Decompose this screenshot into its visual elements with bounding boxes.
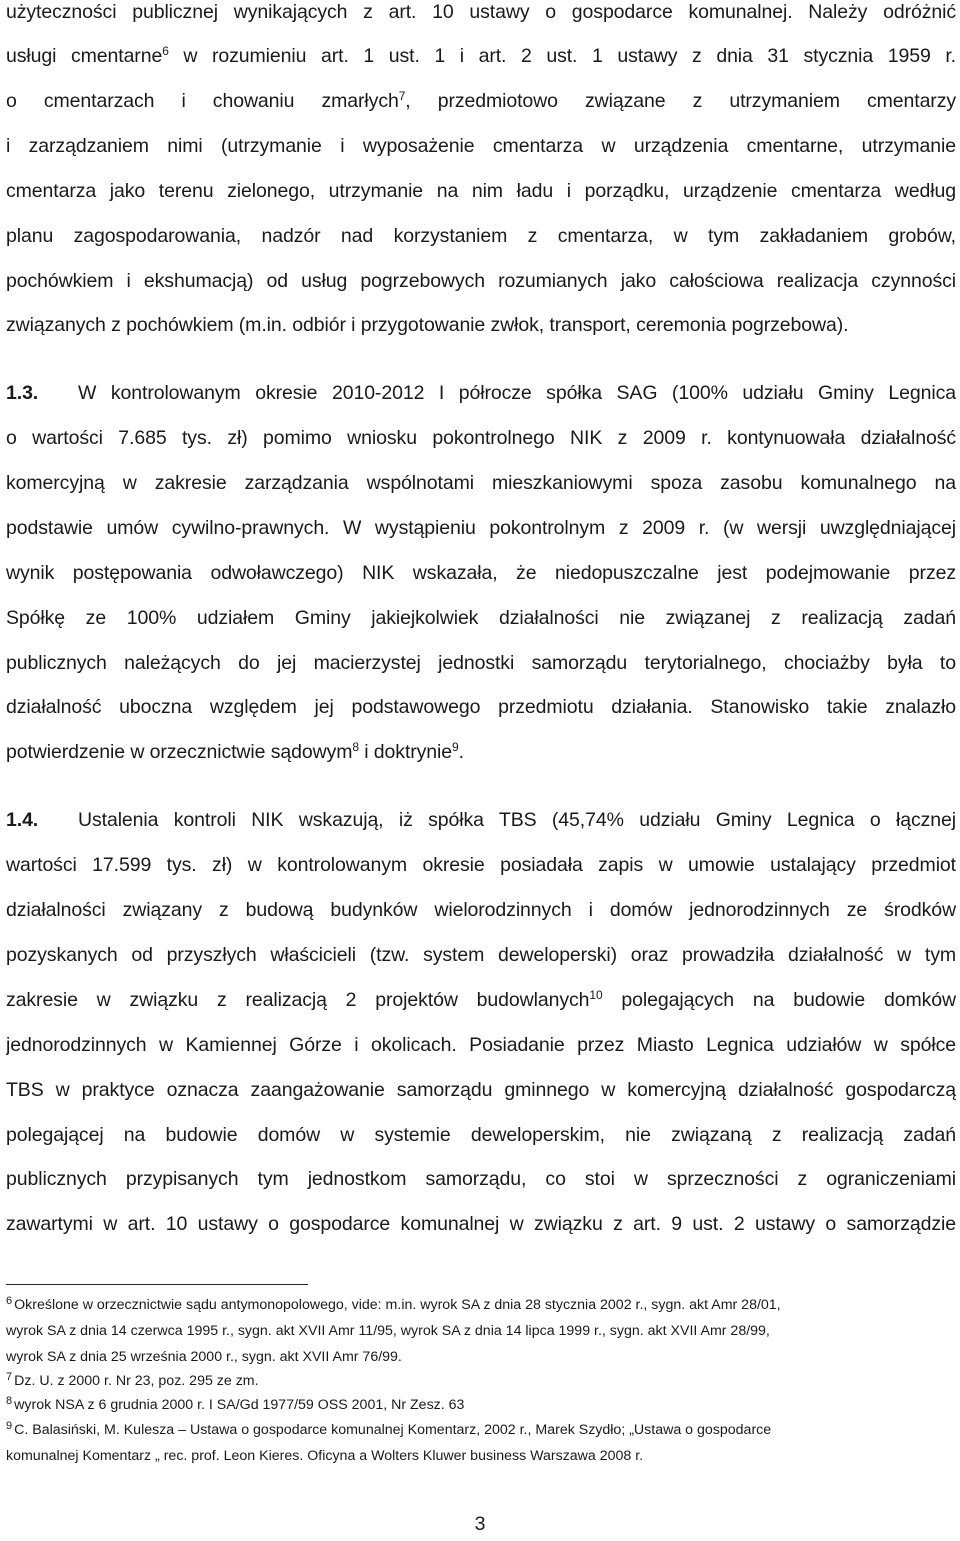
paragraph-line: cmentarza jako terenu zielonego, utrzymanie na nim ładu i porządku, urządzenie cmentarza według [6,180,956,202]
paragraph-line: potwierdzenie w orzecznictwie sądowym$^8$ i doktrynie$^9$. [6,740,464,763]
footnote-ref[interactable]: 10 [589,988,603,1002]
paragraph-line: jednorodzinnych w Kamiennej Górze i okolicach. Posiadanie przez Miasto Legnica udziałów w spółce [6,1034,956,1056]
footnote: $^8$ wyrok NSA z 6 grudnia 2000 r. I SA/Gd 1977/59 OSS 2001, Nr Zesz. 63 [6,1395,465,1413]
paragraph-line: Ustalenia kontroli NIK wskazują, iż spółka TBS (45,74% udziału Gminy Legnica o łącznej [78,809,956,831]
paragraph-line: komercyjną w zakresie zarządzania wspólnotami mieszkaniowymi spoza zasobu komunalnego na [6,472,956,494]
paragraph-line: zawartymi w art. 10 ustawy o gospodarce komunalnej w związku z art. 9 ust. 2 ustawy o samorządzie [6,1213,956,1235]
paragraph-line: usługi cmentarne$^6$ w rozumieniu art. 1 ust. 1 i art. 2 ust. 1 ustawy z dnia 31 stycznia 1959 r. [6,44,956,67]
paragraph-line: wynik postępowania odwoławczego) NIK wskazała, że niedopuszczalne jest podejmowanie przez [6,562,956,584]
paragraph-line: polegającej na budowie domów w systemie deweloperskim, nie związaną z realizacją zadań [6,1124,956,1146]
paragraph-line: użyteczności publicznej wynikających z art. 10 ustawy o gospodarce komunalnej. Należy odróżnić [6,1,956,23]
section-number: 1.3. [6,382,39,404]
paragraph-line: związanych z pochówkiem (m.in. odbiór i przygotowanie zwłok, transport, ceremonia pogrzebowa). [6,314,849,336]
footnote-line: wyrok SA z dnia 25 września 2000 r., sygn. akt XVII Amr 76/99. [6,1349,402,1365]
footnote-ref[interactable]: 6 [162,44,169,58]
footnote: $^9$ C. Balasiński, M. Kulesza – Ustawa o gospodarce komunalnej Komentarz, 2002 r., Marek Szydło; „Ustawa o gospodarce [6,1420,772,1438]
paragraph-line: pochówkiem i ekshumacją) od usług pogrzebowych rozumianych jako całościowa realizacja czynności [6,270,956,292]
paragraph-line: wartości 17.599 tys. zł) w kontrolowanym okresie posiadała zapis w umowie ustalający przedmiot [6,854,956,876]
footnote: $^6$ Określone w orzecznictwie sądu antymonopolowego, vide: m.in. wyrok SA z dnia 28 stycznia 2002 r., sygn. akt Amr 28/01, [6,1295,781,1313]
paragraph-line: Spółkę ze 100% udziałem Gminy jakiejkolwiek działalności nie związanej z realizacją zadań [6,607,956,629]
paragraph-line: o cmentarzach i chowaniu zmarłych$^7$, przedmiotowo związane z utrzymaniem cmentarzy [6,89,956,112]
paragraph-line: zakresie w związku z realizacją 2 projektów budowlanych$^{10}$ polegających na budowie domków [6,988,956,1011]
section-number: 1.4. [6,809,39,831]
paragraph-line: działalność uboczna względem jej podstawowego przedmiotu działania. Stanowisko takie znalazło [6,696,956,718]
footnote-ref[interactable]: 8 [352,740,359,754]
footnote-separator [6,1284,308,1285]
paragraph-line: planu zagospodarowania, nadzór nad korzystaniem z cmentarza, w tym zakładaniem grobów, [6,225,956,247]
footnote-ref[interactable]: 7 [398,89,406,103]
page-number: 3 [474,1513,486,1535]
footnote-line: komunalnej Komentarz „ rec. prof. Leon Kieres. Oficyna a Wolters Kluwer business Warszawa 2008 r. [6,1448,644,1464]
paragraph-line: działalności związany z budową budynków wielorodzinnych i domów jednorodzinnych ze środków [6,899,956,921]
footnote-ref[interactable]: 9 [452,740,459,754]
paragraph-line: pozyskanych od przyszłych właścicieli (tzw. system deweloperski) oraz prowadziła działalność w tym [6,944,956,966]
paragraph-line: o wartości 7.685 tys. zł) pomimo wniosku pokontrolnego NIK z 2009 r. kontynuowała działalność [6,427,956,449]
paragraph-line: TBS w praktyce oznacza zaangażowanie samorządu gminnego w komercyjną działalność gospodarczą [6,1079,956,1101]
paragraph-line: publicznych przypisanych tym jednostkom samorządu, co stoi w sprzeczności z ograniczeniami [6,1168,956,1190]
paragraph-line: publicznych należących do jej macierzystej jednostki samorządu terytorialnego, chociażby była to [6,652,956,674]
footnote: $^7$ Dz. U. z 2000 r. Nr 23, poz. 295 ze zm. [6,1371,259,1389]
paragraph-line: i zarządzaniem nimi (utrzymanie i wyposażenie cmentarza w urządzenia cmentarne, utrzymanie [6,135,956,157]
paragraph-line: W kontrolowanym okresie 2010-2012 I półrocze spółka SAG (100% udziału Gminy Legnica [78,382,956,404]
footnote-line: wyrok SA z dnia 14 czerwca 1995 r., sygn. akt XVII Amr 11/95, wyrok SA z dnia 14 lipca 1999 r., sygn. akt XVII Amr 28/99, [6,1323,770,1339]
paragraph-line: podstawie umów cywilno-prawnych. W wystąpieniu pokontrolnym z 2009 r. (w wersji uwzględniającej [6,517,956,539]
